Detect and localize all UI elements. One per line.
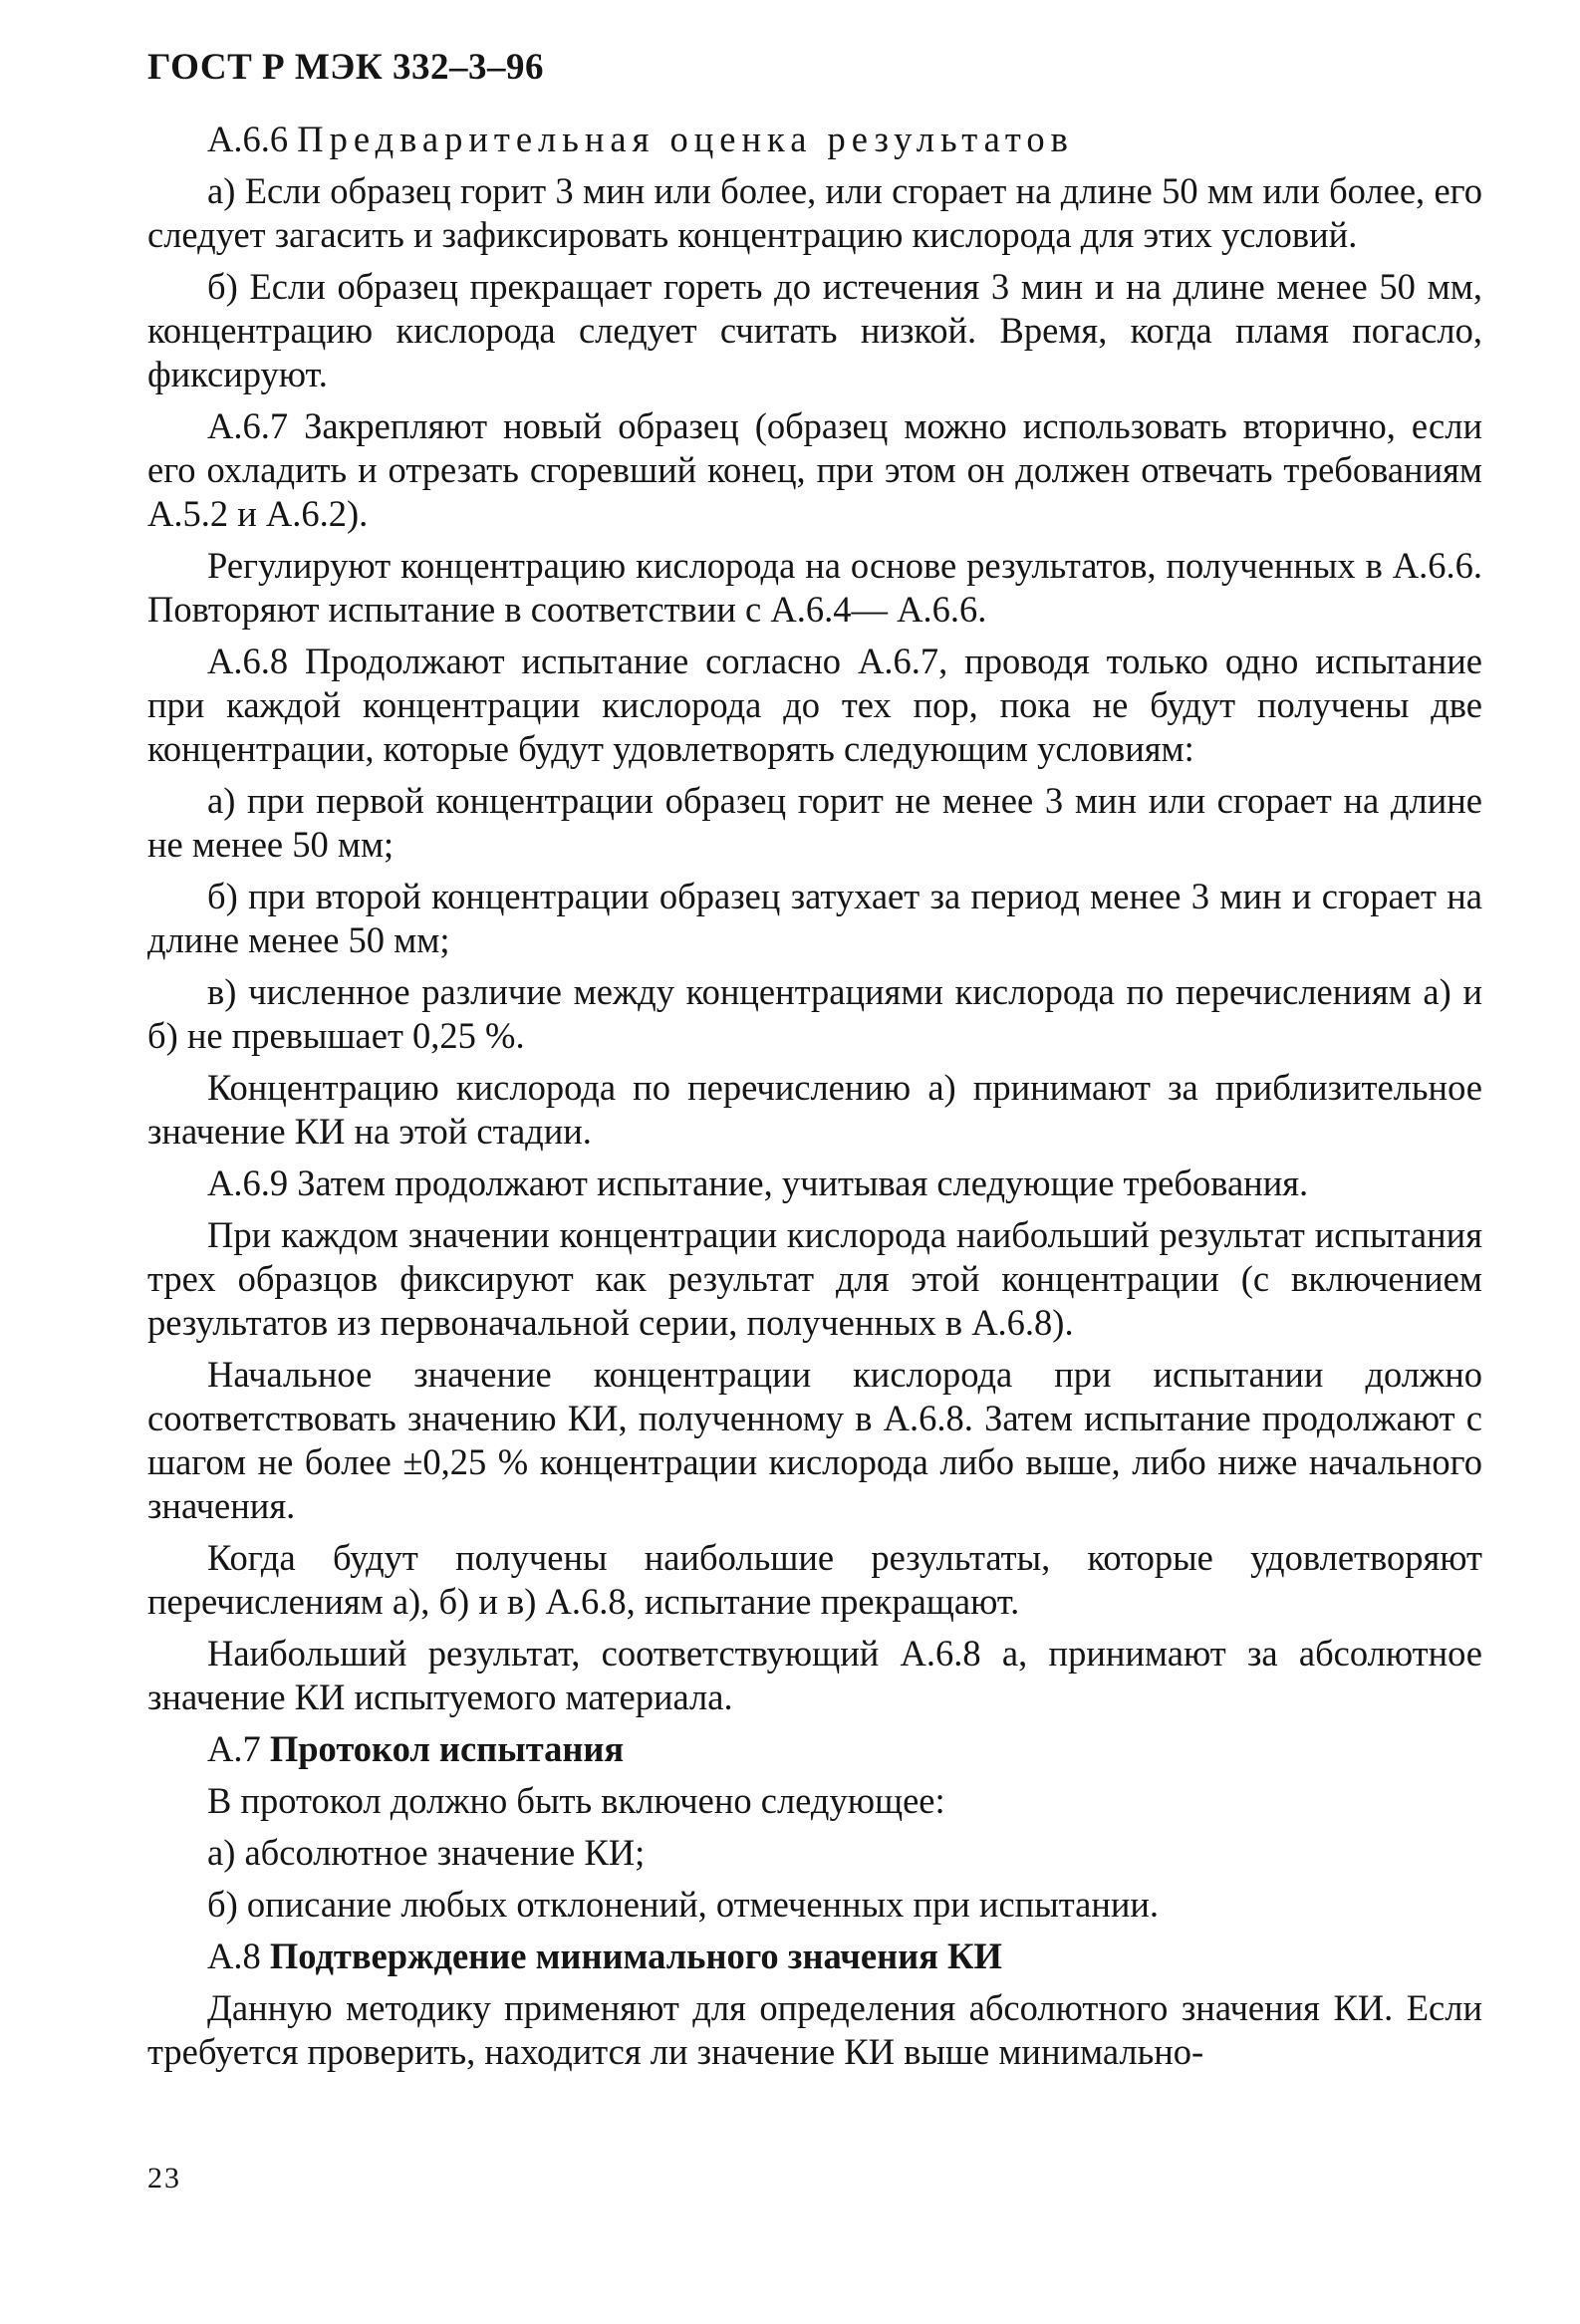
- paragraph: б) при второй концентрации образец затухает за период менее 3 мин и сгорает на длине менее 50 мм;: [147, 876, 1482, 960]
- paragraph: В протокол должно быть включено следующее:: [207, 1780, 945, 1821]
- document-body: [147, 118, 1482, 2082]
- paragraph: б) Если образец прекращает гореть до истечения 3 мин и на длине менее 50 мм, концентрацию кислорода следует считать низкой. Время, когда пламя погасло, фиксируют.: [147, 266, 1482, 394]
- paragraph: Когда будут получены наибольшие результаты, которые удовлетворяют перечислениям а), б) и в) А.6.8, испытание прекращают.: [147, 1537, 1482, 1622]
- section-title: Протокол испытания: [269, 1728, 625, 1769]
- paragraph: Данную методику применяют для определения абсолютного значения КИ. Если требуется проверить, находится ли значение КИ выше минимально-: [147, 1987, 1482, 2072]
- section-heading-a-8: [147, 1935, 1482, 1978]
- paragraph: Регулируют концентрацию кислорода на основе результатов, полученных в А.6.6. Повторяют испытание в соответствии с А.6.4— А.6.6.: [147, 545, 1482, 630]
- paragraph: А.6.9 Затем продолжают испытание, учитывая следующие требования.: [207, 1162, 1309, 1203]
- section-title: Предварительная оценка результатов: [297, 119, 1074, 159]
- section-number: А.7: [207, 1728, 261, 1769]
- paragraph: в) численное различие между концентрациями кислорода по перечислениям а) и б) не превышает 0,25 %.: [147, 971, 1482, 1056]
- section-number: А.8: [207, 1936, 261, 1976]
- section-number: А.6.6: [207, 119, 289, 159]
- paragraph: Наибольший результат, соответствующий А.6.8 а, принимают за абсолютное значение КИ испытуемого материала.: [147, 1633, 1482, 1717]
- section-title: Подтверждение минимального значения КИ: [269, 1936, 1002, 1976]
- paragraph: А.6.8 Продолжают испытание согласно А.6.7, проводя только одно испытание при каждой концентрации кислорода до тех пор, пока не будут получены две концентрации, которые будут удовлетворять следующим условиям:: [147, 641, 1482, 769]
- paragraph: а) при первой концентрации образец горит не менее 3 мин или сгорает на длине не менее 50 мм;: [147, 780, 1482, 865]
- paragraph: б) описание любых отклонений, отмеченных при испытании.: [207, 1884, 1160, 1925]
- standard-header: ГОСТ Р МЭК 332–3–96: [147, 47, 544, 88]
- paragraph: А.6.7 Закрепляют новый образец (образец можно использовать вторично, если его охладить и отрезать сгоревший конец, при этом он должен отвечать требованиям А.5.2 и А.6.2).: [147, 405, 1482, 534]
- paragraph: Концентрацию кислорода по перечислению а) принимают за приблизительное значение КИ на этой стадии.: [147, 1067, 1482, 1152]
- paragraph: При каждом значении концентрации кислорода наибольший результат испытания трех образцов фиксируют как результат для этой концентрации (с включением результатов из первоначальной серии, полученных в А.6.8).: [147, 1214, 1482, 1343]
- paragraph: Начальное значение концентрации кислорода при испытании должно соответствовать значению КИ, полученному в А.6.8. Затем испытание продолжают с шагом не более ±0,25 % концентрации кислорода либо выше, либо ниже начального значения.: [147, 1354, 1482, 1526]
- page-number: 23: [147, 2162, 181, 2195]
- section-heading-a-6-6: [147, 118, 1482, 161]
- paragraph: а) абсолютное значение КИ;: [207, 1832, 646, 1873]
- paragraph: а) Если образец горит 3 мин или более, или сгорает на длине 50 мм или более, его следует загасить и зафиксировать концентрацию кислорода для этих условий.: [147, 170, 1482, 255]
- section-heading-a-7: [147, 1727, 1482, 1771]
